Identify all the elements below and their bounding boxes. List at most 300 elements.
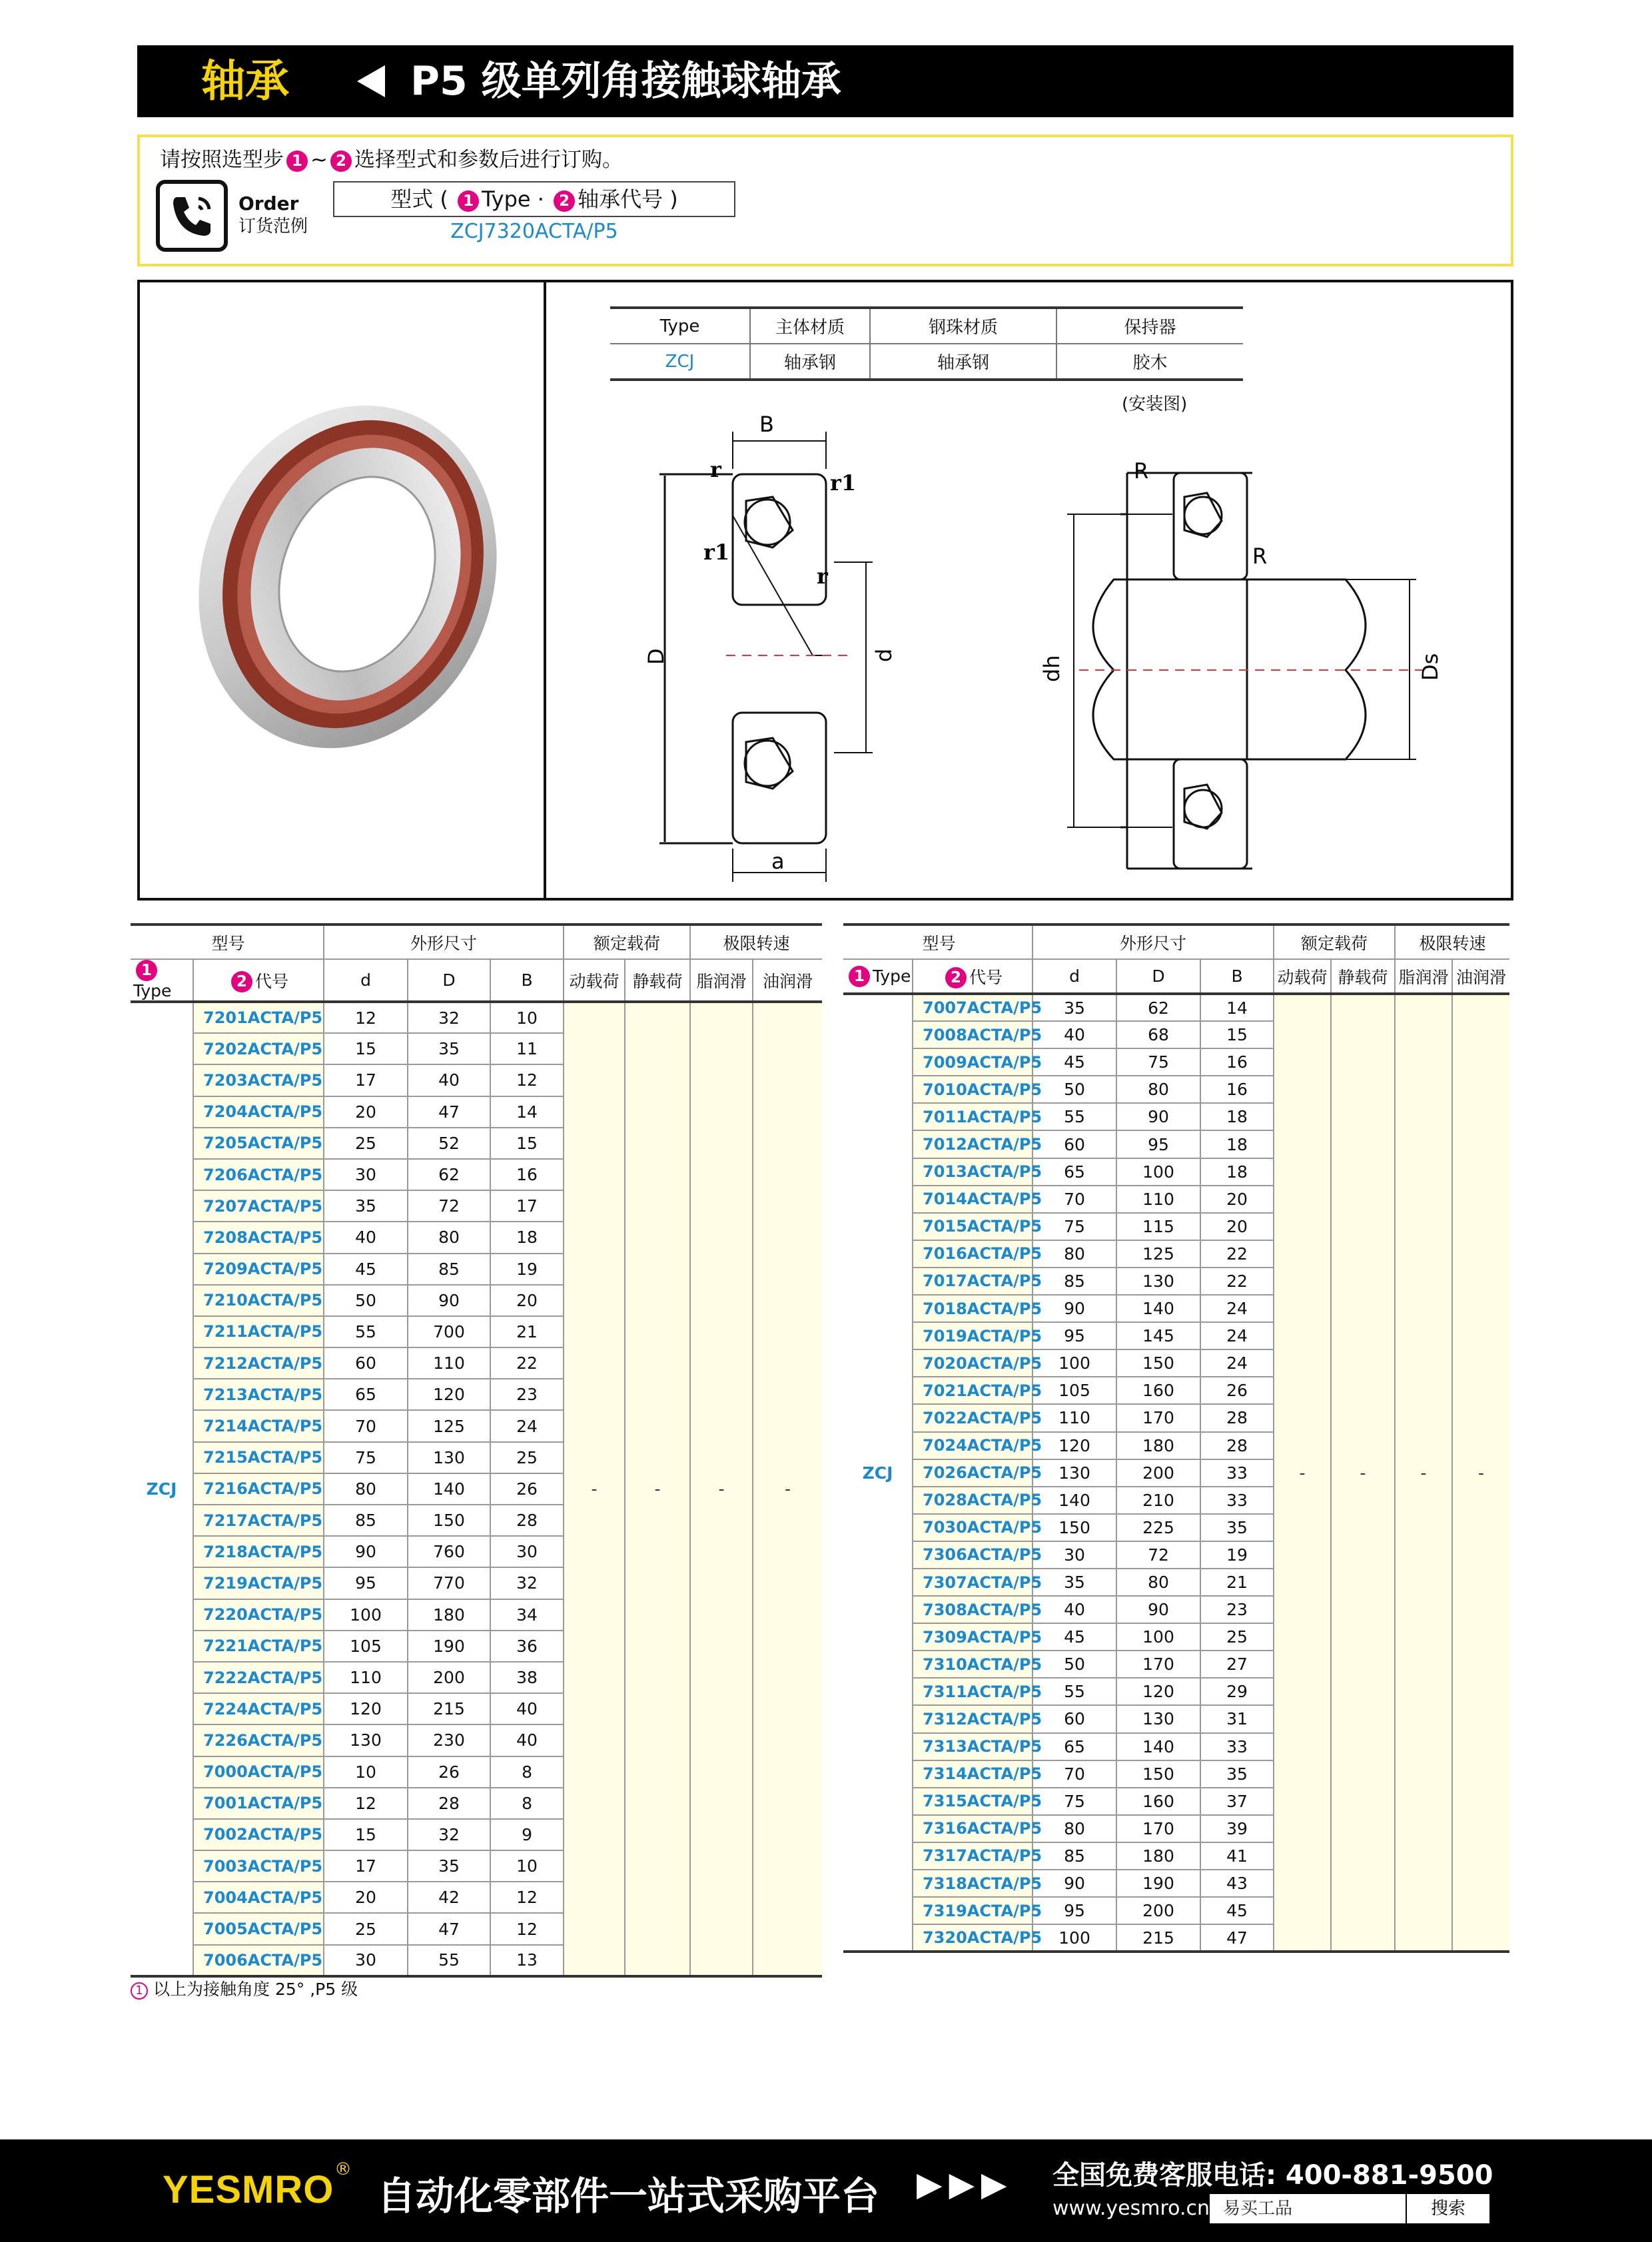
d-cell: 30	[324, 1945, 408, 1976]
B-cell: 45	[1200, 1897, 1274, 1924]
D-cell: 770	[408, 1567, 490, 1599]
order-label-en: Order	[238, 192, 299, 214]
d-cell: 90	[1032, 1870, 1116, 1897]
B-cell: 26	[490, 1473, 564, 1505]
B-cell: 36	[490, 1631, 564, 1662]
tilde: ~	[310, 148, 328, 172]
table-left-header-row-1	[131, 925, 822, 959]
d-cell: 95	[1032, 1322, 1116, 1349]
d-cell: 35	[1032, 994, 1116, 1021]
code-cell[interactable]: 7030ACTA/P5	[913, 1514, 1032, 1541]
header-dynamic: 动载荷	[1274, 959, 1331, 994]
D-cell: 32	[408, 1819, 490, 1850]
code-cell[interactable]: 7226ACTA/P5	[193, 1724, 324, 1756]
static-load-cell: -	[625, 1002, 690, 1976]
D-cell: 230	[408, 1724, 490, 1756]
D-cell: 140	[1116, 1295, 1200, 1322]
header-type	[131, 959, 193, 1002]
code-cell[interactable]: 7224ACTA/P5	[193, 1693, 324, 1724]
d-cell: 95	[324, 1567, 408, 1599]
B-cell: 13	[490, 1945, 564, 1976]
D-cell: 72	[1116, 1541, 1200, 1569]
code-cell[interactable]: 7317ACTA/P5	[913, 1842, 1032, 1870]
order-format-box	[333, 181, 735, 217]
d-cell: 105	[324, 1631, 408, 1662]
label-r1-left: r1	[703, 540, 730, 565]
code-cell[interactable]: 7020ACTA/P5	[913, 1349, 1032, 1377]
spec-table	[610, 306, 1243, 381]
D-cell: 225	[1116, 1514, 1200, 1541]
header-code-label: 代号	[969, 967, 1003, 987]
label-r-inner: r	[817, 563, 828, 589]
B-cell: 32	[490, 1567, 564, 1599]
header-code	[193, 959, 324, 1002]
label-r1-top: r1	[830, 470, 857, 496]
format-dot: ·	[530, 187, 552, 212]
spec-header-type: Type	[610, 308, 750, 344]
B-cell: 29	[1200, 1678, 1274, 1705]
d-cell: 90	[324, 1536, 408, 1567]
header-dims: 外形尺寸	[324, 925, 564, 959]
B-cell: 21	[1200, 1569, 1274, 1596]
d-cell: 55	[1032, 1103, 1116, 1130]
D-cell: 120	[408, 1379, 490, 1410]
code-cell[interactable]: 7024ACTA/P5	[913, 1432, 1032, 1459]
d-cell: 40	[1032, 1596, 1116, 1623]
bearing-photo	[173, 389, 506, 762]
code-cell[interactable]: 7010ACTA/P5	[913, 1076, 1032, 1103]
header-code-badge: 2	[945, 967, 967, 988]
hotline: 全国免费客服电话: 400-881-9500	[1052, 2160, 1493, 2191]
D-cell: 62	[408, 1159, 490, 1190]
D-cell: 75	[1116, 1048, 1200, 1076]
d-cell: 120	[324, 1693, 408, 1724]
d-cell: 35	[324, 1190, 408, 1222]
D-cell: 120	[1116, 1678, 1200, 1705]
d-cell: 40	[1032, 1021, 1116, 1048]
D-cell: 170	[1116, 1651, 1200, 1678]
D-cell: 170	[1116, 1815, 1200, 1842]
D-cell: 180	[408, 1599, 490, 1631]
table-row	[131, 1002, 822, 1033]
B-cell: 40	[490, 1724, 564, 1756]
header-model: 型号	[131, 925, 324, 959]
d-cell: 130	[1032, 1459, 1116, 1487]
header-load: 额定载荷	[564, 925, 690, 959]
phone-icon	[156, 180, 228, 252]
d-cell: 25	[324, 1128, 408, 1159]
spec-row	[610, 344, 1243, 380]
d-cell: 70	[1032, 1186, 1116, 1213]
label-d: d	[871, 648, 897, 662]
code-cell[interactable]: 7004ACTA/P5	[193, 1882, 324, 1913]
label-R-side: R	[1252, 544, 1268, 569]
B-cell: 24	[1200, 1322, 1274, 1349]
D-cell: 26	[408, 1756, 490, 1788]
footnote	[131, 1978, 358, 2001]
d-cell: 65	[1032, 1733, 1116, 1760]
header-d: d	[1032, 959, 1116, 994]
D-cell: 180	[1116, 1842, 1200, 1870]
page-footer	[0, 2139, 1652, 2242]
header-type-badge: 1	[849, 966, 870, 987]
code-cell[interactable]: 7212ACTA/P5	[193, 1347, 324, 1379]
B-cell: 16	[490, 1159, 564, 1190]
B-cell: 19	[1200, 1541, 1274, 1569]
D-cell: 85	[408, 1254, 490, 1285]
d-cell: 55	[1032, 1678, 1116, 1705]
code-cell[interactable]: 7222ACTA/P5	[193, 1662, 324, 1693]
code-cell[interactable]: 7014ACTA/P5	[913, 1186, 1032, 1213]
B-cell: 38	[490, 1662, 564, 1693]
d-cell: 130	[324, 1724, 408, 1756]
B-cell: 37	[1200, 1788, 1274, 1815]
oil-speed-cell: -	[1452, 994, 1509, 1952]
header-speed: 极限转速	[1395, 925, 1509, 959]
header-D: D	[408, 959, 490, 1002]
d-cell: 50	[324, 1285, 408, 1316]
spec-cage-value: 胶木	[1056, 344, 1243, 380]
B-cell: 23	[490, 1379, 564, 1410]
B-cell: 22	[1200, 1240, 1274, 1268]
D-cell: 160	[1116, 1788, 1200, 1815]
D-cell: 90	[408, 1285, 490, 1316]
B-cell: 33	[1200, 1733, 1274, 1760]
code-cell[interactable]: 7316ACTA/P5	[913, 1815, 1032, 1842]
mounting-label: (安装图)	[1122, 394, 1188, 414]
code-cell[interactable]: 7218ACTA/P5	[193, 1536, 324, 1567]
code-cell[interactable]: 7011ACTA/P5	[913, 1103, 1032, 1130]
B-cell: 30	[490, 1536, 564, 1567]
D-cell: 72	[408, 1190, 490, 1222]
B-cell: 35	[1200, 1514, 1274, 1541]
d-cell: 95	[1032, 1897, 1116, 1924]
D-cell: 145	[1116, 1322, 1200, 1349]
code-cell[interactable]: 7002ACTA/P5	[193, 1819, 324, 1850]
header-type-label: Type	[873, 966, 911, 986]
D-cell: 115	[1116, 1213, 1200, 1240]
label-a: a	[771, 849, 785, 874]
d-cell: 80	[1032, 1240, 1116, 1268]
D-cell: 100	[1116, 1623, 1200, 1651]
mounting-drawing	[973, 449, 1492, 889]
B-cell: 24	[1200, 1349, 1274, 1377]
d-cell: 40	[324, 1222, 408, 1253]
d-cell: 45	[1032, 1623, 1116, 1651]
code-cell[interactable]: 7207ACTA/P5	[193, 1190, 324, 1222]
code-cell[interactable]: 7000ACTA/P5	[193, 1756, 324, 1788]
d-cell: 80	[1032, 1815, 1116, 1842]
B-cell: 16	[1200, 1076, 1274, 1103]
D-cell: 28	[408, 1788, 490, 1819]
B-cell: 19	[490, 1254, 564, 1285]
code-cell[interactable]: 7312ACTA/P5	[913, 1705, 1032, 1732]
label-Ds: Ds	[1418, 653, 1443, 681]
B-cell: 34	[490, 1599, 564, 1631]
code-cell[interactable]: 7217ACTA/P5	[193, 1505, 324, 1536]
B-cell: 20	[1200, 1213, 1274, 1240]
website-link[interactable]: www.yesmro.cn	[1052, 2197, 1210, 2220]
d-cell: 17	[324, 1064, 408, 1096]
d-cell: 85	[1032, 1268, 1116, 1295]
label-R-top: R	[1134, 458, 1149, 484]
header-code	[913, 959, 1032, 994]
D-cell: 68	[1116, 1021, 1200, 1048]
D-cell: 160	[1116, 1377, 1200, 1404]
D-cell: 52	[408, 1128, 490, 1159]
step-2-badge: 2	[330, 151, 352, 172]
d-cell: 60	[1032, 1130, 1116, 1158]
d-cell: 75	[1032, 1788, 1116, 1815]
D-cell: 130	[1116, 1705, 1200, 1732]
d-cell: 17	[324, 1850, 408, 1882]
D-cell: 47	[408, 1096, 490, 1128]
dynamic-load-cell: -	[564, 1002, 625, 1976]
dynamic-load-cell: -	[1274, 994, 1331, 1952]
d-cell: 15	[324, 1819, 408, 1850]
search-input[interactable]: 易买工品	[1223, 2199, 1293, 2219]
d-cell: 25	[324, 1913, 408, 1944]
code-cell[interactable]: 7028ACTA/P5	[913, 1487, 1032, 1514]
page-title: P5 级单列角接触球轴承	[410, 58, 841, 105]
code-cell[interactable]: 7017ACTA/P5	[913, 1268, 1032, 1295]
B-cell: 33	[1200, 1459, 1274, 1487]
triangle-left-icon	[357, 65, 385, 97]
code-cell[interactable]: 7213ACTA/P5	[193, 1379, 324, 1410]
D-cell: 180	[1116, 1432, 1200, 1459]
D-cell: 40	[408, 1064, 490, 1096]
code-cell[interactable]: 7221ACTA/P5	[193, 1631, 324, 1662]
d-cell: 65	[1032, 1158, 1116, 1186]
B-cell: 40	[490, 1693, 564, 1724]
D-cell: 90	[1116, 1596, 1200, 1623]
spec-type-value: ZCJ	[610, 344, 750, 380]
d-cell: 12	[324, 1788, 408, 1819]
code-cell[interactable]: 7215ACTA/P5	[193, 1442, 324, 1473]
search-button[interactable]: 搜索	[1406, 2194, 1489, 2223]
B-cell: 8	[490, 1756, 564, 1788]
order-label-cn: 订货范例	[238, 216, 308, 236]
B-cell: 12	[490, 1913, 564, 1944]
B-cell: 18	[1200, 1158, 1274, 1186]
D-cell: 80	[408, 1222, 490, 1253]
d-cell: 60	[1032, 1705, 1116, 1732]
footnote-text: 以上为接触角度 25° ,P5 级	[153, 1980, 358, 1999]
header-code-badge: 2	[231, 971, 252, 992]
B-cell: 24	[490, 1410, 564, 1441]
B-cell: 18	[490, 1222, 564, 1253]
B-cell: 9	[490, 1819, 564, 1850]
header-load: 额定载荷	[1274, 925, 1395, 959]
code-cell[interactable]: 7003ACTA/P5	[193, 1850, 324, 1882]
spec-header-body: 主体材质	[750, 308, 870, 344]
code-cell[interactable]: 7310ACTA/P5	[913, 1651, 1032, 1678]
code-cell[interactable]: 7306ACTA/P5	[913, 1541, 1032, 1569]
B-cell: 20	[1200, 1186, 1274, 1213]
code-cell[interactable]: 7214ACTA/P5	[193, 1410, 324, 1441]
format-step-2-badge: 2	[554, 190, 575, 212]
code-cell[interactable]: 7005ACTA/P5	[193, 1913, 324, 1944]
page-header	[137, 45, 1513, 117]
D-cell: 42	[408, 1882, 490, 1913]
B-cell: 23	[1200, 1596, 1274, 1623]
header-d: d	[324, 959, 408, 1002]
D-cell: 130	[1116, 1268, 1200, 1295]
B-cell: 43	[1200, 1870, 1274, 1897]
grease-speed-cell: -	[1395, 994, 1452, 1952]
figure-divider	[544, 282, 546, 898]
d-cell: 100	[1032, 1349, 1116, 1377]
order-instruction	[160, 147, 623, 173]
B-cell: 24	[1200, 1295, 1274, 1322]
code-cell[interactable]: 7001ACTA/P5	[193, 1788, 324, 1819]
code-cell[interactable]: 7026ACTA/P5	[913, 1459, 1032, 1487]
D-cell: 110	[1116, 1186, 1200, 1213]
code-cell[interactable]: 7006ACTA/P5	[193, 1945, 324, 1976]
header-type	[843, 959, 913, 994]
table-right-header-row-2	[843, 959, 1509, 994]
footer-slogan: 自动化零部件一站式采购平台	[377, 2173, 880, 2219]
header-oil: 油润滑	[1452, 959, 1509, 994]
code-cell[interactable]: 7313ACTA/P5	[913, 1733, 1032, 1760]
code-cell[interactable]: 7216ACTA/P5	[193, 1473, 324, 1505]
D-cell: 170	[1116, 1404, 1200, 1431]
header-code-label: 代号	[255, 971, 289, 991]
D-cell: 62	[1116, 994, 1200, 1021]
B-cell: 10	[490, 1850, 564, 1882]
code-cell[interactable]: 7022ACTA/P5	[913, 1404, 1032, 1431]
code-cell[interactable]: 7318ACTA/P5	[913, 1870, 1032, 1897]
D-cell: 215	[1116, 1924, 1200, 1952]
code-cell[interactable]: 7210ACTA/P5	[193, 1285, 324, 1316]
d-cell: 60	[324, 1347, 408, 1379]
code-cell[interactable]: 7016ACTA/P5	[913, 1240, 1032, 1268]
B-cell: 14	[1200, 994, 1274, 1021]
D-cell: 760	[408, 1536, 490, 1567]
code-cell[interactable]: 7220ACTA/P5	[193, 1599, 324, 1631]
code-cell[interactable]: 7008ACTA/P5	[913, 1021, 1032, 1048]
code-cell[interactable]: 7009ACTA/P5	[913, 1048, 1032, 1076]
B-cell: 26	[1200, 1377, 1274, 1404]
code-cell[interactable]: 7308ACTA/P5	[913, 1596, 1032, 1623]
d-cell: 100	[324, 1599, 408, 1631]
D-cell: 150	[1116, 1760, 1200, 1788]
header-static: 静载荷	[1331, 959, 1395, 994]
code-cell[interactable]: 7311ACTA/P5	[913, 1678, 1032, 1705]
B-cell: 18	[1200, 1130, 1274, 1158]
code-cell[interactable]: 7320ACTA/P5	[913, 1924, 1032, 1952]
d-cell: 70	[1032, 1760, 1116, 1788]
d-cell: 80	[324, 1473, 408, 1505]
code-cell[interactable]: 7319ACTA/P5	[913, 1897, 1032, 1924]
B-cell: 18	[1200, 1103, 1274, 1130]
label-D: D	[643, 648, 669, 665]
code-cell[interactable]: 7015ACTA/P5	[913, 1213, 1032, 1240]
code-cell[interactable]: 7307ACTA/P5	[913, 1569, 1032, 1596]
code-cell[interactable]: 7012ACTA/P5	[913, 1130, 1032, 1158]
label-B: B	[759, 412, 774, 437]
order-example: ZCJ7320ACTA/P5	[450, 220, 618, 243]
code-cell[interactable]: 7204ACTA/P5	[193, 1096, 324, 1128]
code-cell[interactable]: 7018ACTA/P5	[913, 1295, 1032, 1322]
D-cell: 47	[408, 1913, 490, 1944]
D-cell: 35	[408, 1033, 490, 1064]
spec-header-cage: 保持器	[1056, 308, 1243, 344]
format-step-1-badge: 1	[458, 190, 479, 212]
code-cell[interactable]: 7219ACTA/P5	[193, 1567, 324, 1599]
d-cell: 50	[1032, 1076, 1116, 1103]
code-cell[interactable]: 7315ACTA/P5	[913, 1788, 1032, 1815]
D-cell: 140	[408, 1473, 490, 1505]
code-cell[interactable]: 7021ACTA/P5	[913, 1377, 1032, 1404]
code-cell[interactable]: 7211ACTA/P5	[193, 1316, 324, 1347]
D-cell: 90	[1116, 1103, 1200, 1130]
code-cell[interactable]: 7201ACTA/P5	[193, 1002, 324, 1033]
registered-mark: ®	[334, 2159, 352, 2179]
D-cell: 210	[1116, 1487, 1200, 1514]
B-cell: 27	[1200, 1651, 1274, 1678]
code-cell[interactable]: 7203ACTA/P5	[193, 1064, 324, 1096]
figure-panel	[137, 280, 1513, 901]
code-cell[interactable]: 7314ACTA/P5	[913, 1760, 1032, 1788]
code-cell[interactable]: 7208ACTA/P5	[193, 1222, 324, 1253]
header-dynamic: 动载荷	[564, 959, 625, 1002]
code-cell[interactable]: 7013ACTA/P5	[913, 1158, 1032, 1186]
step-1-badge: 1	[286, 151, 308, 172]
header-type-label: Type	[133, 981, 172, 1000]
footnote-mark: 1	[131, 1982, 148, 2000]
code-cell[interactable]: 7206ACTA/P5	[193, 1159, 324, 1190]
D-cell: 35	[408, 1850, 490, 1882]
D-cell: 700	[408, 1316, 490, 1347]
B-cell: 25	[1200, 1623, 1274, 1651]
D-cell: 215	[408, 1693, 490, 1724]
code-cell[interactable]: 7019ACTA/P5	[913, 1322, 1032, 1349]
format-code: 轴承代号 )	[578, 187, 678, 212]
code-cell[interactable]: 7202ACTA/P5	[193, 1033, 324, 1064]
d-cell: 90	[1032, 1295, 1116, 1322]
type-cell: ZCJ	[131, 1002, 193, 1976]
code-cell[interactable]: 7007ACTA/P5	[913, 994, 1032, 1021]
code-cell[interactable]: 7205ACTA/P5	[193, 1128, 324, 1159]
B-cell: 22	[1200, 1268, 1274, 1295]
B-cell: 35	[1200, 1760, 1274, 1788]
brand-logo[interactable]: YESMRO	[163, 2168, 334, 2211]
search-bar	[1210, 2194, 1489, 2223]
B-cell: 22	[490, 1347, 564, 1379]
grease-speed-cell: -	[690, 1002, 753, 1976]
d-cell: 75	[1032, 1213, 1116, 1240]
B-cell: 8	[490, 1788, 564, 1819]
header-grease: 脂润滑	[690, 959, 753, 1002]
B-cell: 16	[1200, 1048, 1274, 1076]
code-cell[interactable]: 7309ACTA/P5	[913, 1623, 1032, 1651]
spec-header-row	[610, 308, 1243, 344]
d-cell: 120	[1032, 1432, 1116, 1459]
D-cell: 190	[1116, 1870, 1200, 1897]
d-cell: 150	[1032, 1514, 1116, 1541]
header-speed: 极限转速	[690, 925, 822, 959]
header-type-badge: 1	[136, 960, 157, 981]
code-cell[interactable]: 7209ACTA/P5	[193, 1254, 324, 1285]
B-cell: 39	[1200, 1815, 1274, 1842]
D-cell: 200	[408, 1662, 490, 1693]
B-cell: 28	[1200, 1404, 1274, 1431]
d-cell: 70	[324, 1410, 408, 1441]
header-dims: 外形尺寸	[1032, 925, 1274, 959]
B-cell: 15	[490, 1128, 564, 1159]
D-cell: 140	[1116, 1733, 1200, 1760]
